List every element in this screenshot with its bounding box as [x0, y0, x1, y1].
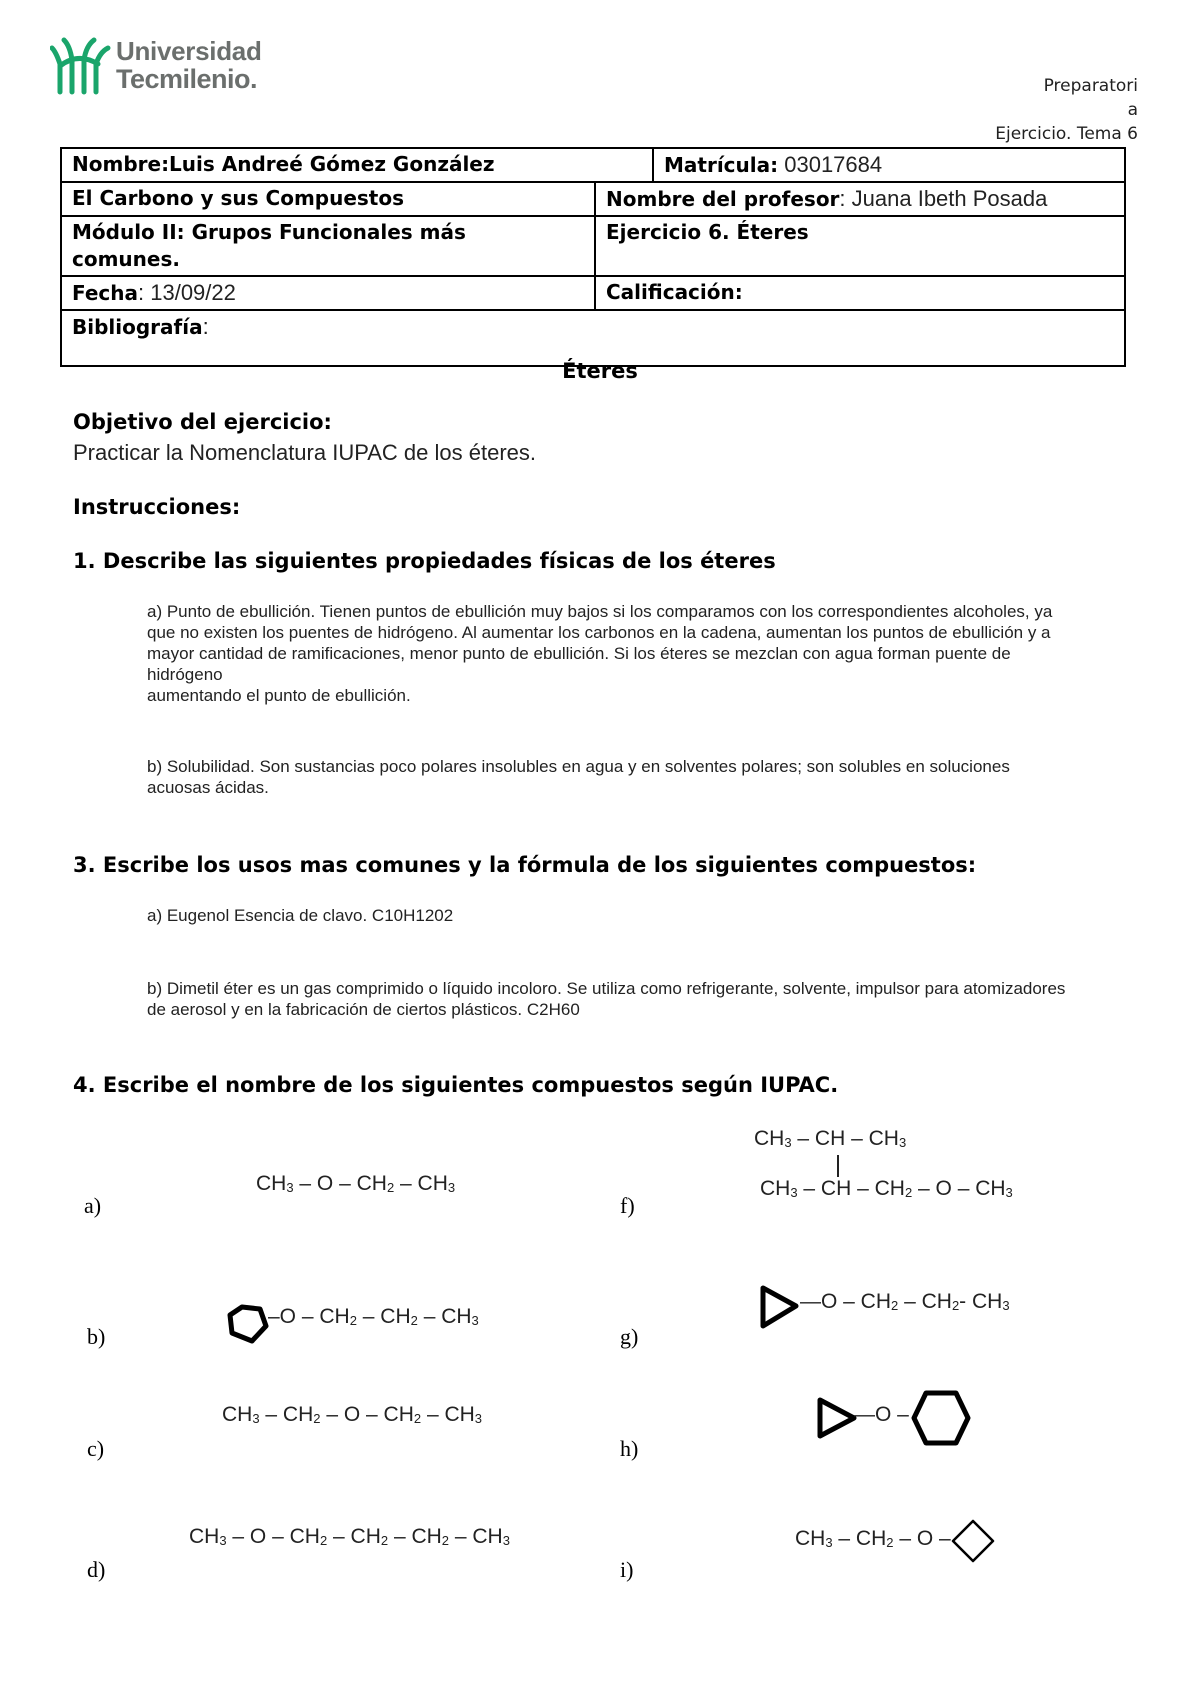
- q1-b-line: b) Solubilidad. Son sustancias poco polares insolubles en agua y en solventes polares; son solubles en soluciones: [147, 757, 1010, 776]
- formula-f-bond-line: [836, 1155, 840, 1177]
- formula-c: $CH_3 - CH_2$ – O – $CH_2 - CH_3$: [222, 1403, 483, 1426]
- q1-a-line: que no existen los puentes de hidrógeno. Al aumentar los carbonos en la cadena, aumentan los puntos de ebullición y a: [147, 623, 1051, 642]
- profesor-value: : Juana Ibeth Posada: [839, 186, 1048, 211]
- profesor-cell: [595, 182, 1125, 216]
- bibliografia-label: Bibliografía: [72, 315, 203, 339]
- cyclopropane-ring-icon: [758, 1284, 802, 1330]
- fecha-label: Fecha: [72, 281, 139, 305]
- compound-label-c: c): [87, 1436, 105, 1461]
- cyclopentane-ring-icon: [226, 1303, 270, 1347]
- compound-label-f: f): [620, 1193, 635, 1218]
- ejercicio-cell: Ejercicio 6. Éteres: [595, 216, 1125, 276]
- modulo-cell: [61, 216, 595, 276]
- calificacion-cell: Calificación:: [595, 276, 1125, 310]
- formula-f-branch: $CH_3$ – CH – $CH_3$: [754, 1127, 907, 1150]
- compound-label-g: g): [620, 1324, 639, 1349]
- matricula-label: Matrícula:: [664, 153, 779, 177]
- cyclohexane-ring-icon: [910, 1389, 972, 1447]
- compound-label-i: i): [620, 1557, 634, 1582]
- nombre-cell: Nombre:Luis Andreé Gómez González: [61, 148, 653, 182]
- q1-answer-a: [147, 601, 1137, 706]
- q1-answer-b: [147, 756, 1137, 798]
- compound-label-h: h): [620, 1436, 639, 1461]
- header-line-1: Preparatori: [1043, 76, 1138, 96]
- objetivo-heading: Objetivo del ejercicio:: [73, 410, 332, 434]
- q1-heading: 1. Describe las siguientes propiedades físicas de los éteres: [73, 549, 776, 573]
- logo-text-universidad: Universidad: [116, 36, 262, 66]
- cyclobutane-ring-icon: [950, 1518, 996, 1564]
- formula-h: —O –: [854, 1403, 909, 1426]
- q4-heading: 4. Escribe el nombre de los siguientes compuestos según IUPAC.: [73, 1073, 839, 1097]
- modulo-line-2: comunes.: [72, 247, 180, 271]
- compound-label-d: d): [87, 1557, 106, 1582]
- instrucciones-heading: Instrucciones:: [73, 495, 241, 519]
- bibliografia-value: :: [202, 314, 209, 339]
- page-title: Éteres: [562, 359, 638, 383]
- header-line-2: a: [1127, 100, 1138, 120]
- matricula-value: 03017684: [778, 152, 883, 177]
- materia-cell: El Carbono y sus Compuestos: [61, 182, 595, 216]
- student-info-table: [60, 147, 1126, 367]
- logo-leaf-icon: [50, 34, 112, 96]
- q3-answer-b: [147, 978, 1147, 1020]
- q1-a-line: mayor cantidad de ramificaciones, menor punto de ebullición. Si los éteres se mezclan con agua forman puente de: [147, 644, 1011, 663]
- formula-d: $CH_3$ – O – $CH_2 - CH_2 - CH_2 - CH_3$: [189, 1525, 510, 1548]
- header-program: [995, 74, 1138, 146]
- formula-b: $-O - CH_2 - CH_2 - CH_3$: [268, 1305, 479, 1328]
- q3-b-line: de aerosol y en la fabricación de ciertos plásticos. C2H60: [147, 1000, 580, 1019]
- university-logo: [50, 34, 270, 94]
- q1-b-line: acuosas ácidas.: [147, 778, 269, 797]
- fecha-value: : 13/09/22: [138, 280, 236, 305]
- header-line-3: Ejercicio. Tema 6: [995, 124, 1138, 144]
- q1-a-line: aumentando el punto de ebullición.: [147, 686, 411, 705]
- bibliografia-cell: [61, 310, 1125, 366]
- modulo-line-1: Módulo II: Grupos Funcionales más: [72, 220, 466, 244]
- profesor-label: Nombre del profesor: [606, 187, 840, 211]
- logo-text-tecmilenio: Tecmilenio.: [116, 64, 258, 94]
- fecha-cell: [61, 276, 595, 310]
- q3-b-line: b) Dimetil éter es un gas comprimido o líquido incoloro. Se utiliza como refrigerante, solvente, impulsor para atomizadores: [147, 979, 1066, 998]
- objetivo-text: Practicar la Nomenclatura IUPAC de los éteres.: [73, 440, 536, 465]
- compound-label-b: b): [87, 1324, 106, 1349]
- q1-a-line: hidrógeno: [147, 665, 223, 684]
- formula-g: —O – $CH_2 - CH_2-$ $CH_3$: [800, 1290, 1010, 1313]
- q3-heading: 3. Escribe los usos mas comunes y la fórmula de los siguientes compuestos:: [73, 853, 977, 877]
- matricula-cell: [653, 148, 1125, 182]
- q3-answer-a: a) Eugenol Esencia de clavo. C10H1202: [147, 906, 454, 925]
- formula-a: $CH_3$ – O – $CH_2 - CH_3$: [256, 1172, 456, 1195]
- formula-f-main: $CH_3$ – CH – $CH_2$ – O – $CH_3$: [760, 1177, 1013, 1200]
- formula-i: $CH_3 - CH_2$ – O –: [795, 1527, 951, 1550]
- compound-label-a: a): [84, 1193, 102, 1218]
- q1-a-line: a) Punto de ebullición. Tienen puntos de ebullición muy bajos si los comparamos con los correspondientes alcoholes, ya: [147, 602, 1053, 621]
